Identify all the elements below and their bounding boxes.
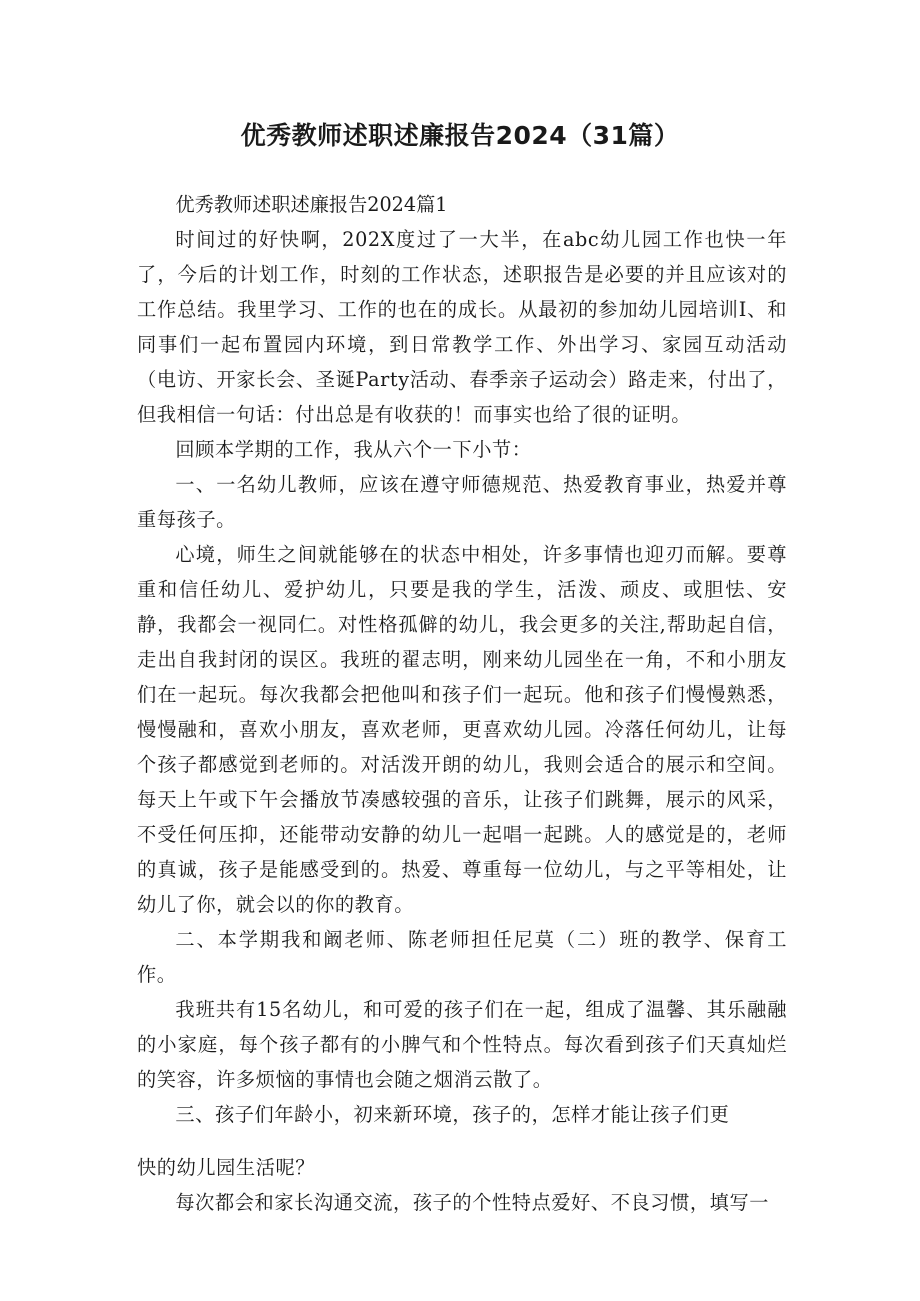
paragraph: 我班共有15名幼儿，和可爱的孩子们在一起，组成了温馨、其乐融融的小家庭，每个孩子都有的小脾气和个性特点。每次看到孩子们天真灿烂的笑容，许多烦恼的事情也会随之烟消云散了。 <box>137 998 787 1091</box>
document-body <box>137 187 787 1220</box>
paragraph: 一、一名幼儿教师，应该在遵守师德规范、热爱教育事业，热爱并尊重每孩子。 <box>137 473 787 531</box>
paragraph: 快的幼儿园生活呢？ <box>137 1156 316 1179</box>
paragraph: 回顾本学期的工作，我从六个一下小节： <box>175 438 532 461</box>
section-heading: 优秀教师述职述廉报告2024篇1 <box>175 193 448 216</box>
paragraph: 每次都会和家长沟通交流，孩子的个性特点爱好、不良习惯，填写一 <box>175 1191 770 1214</box>
paragraph: 三、孩子们年龄小，初来新环境，孩子的，怎样才能让孩子们更 <box>175 1103 730 1126</box>
paragraph: 二、本学期我和阚老师、陈老师担任尼莫（二）班的教学、保育工作。 <box>137 928 787 986</box>
paragraph: 心境，师生之间就能够在的状态中相处，许多事情也迎刃而解。要尊重和信任幼儿、爱护幼儿，只要是我的学生，活泼、顽皮、或胆怯、安静，我都会一视同仁。对性格孤僻的幼儿，我会更多的关注,帮助起自信，走出自我封闭的误区。我班的翟志明，刚来幼儿园坐在一角，不和小朋友们在一起玩。每次我都会把他叫和孩子们一起玩。他和孩子们慢慢熟悉，慢慢融和，喜欢小朋友，喜欢老师，更喜欢幼儿园。冷落任何幼儿，让每个孩子都感觉到老师的。对活泼开朗的幼儿，我则会适合的展示和空间。每天上午或下午会播放节凑感较强的音乐，让孩子们跳舞，展示的风采，不受任何压抑，还能带动安静的幼儿一起唱一起跳。人的感觉是的，老师的真诚，孩子是能感受到的。热爱、尊重每一位幼儿，与之平等相处，让幼儿了你，就会以的你的教育。 <box>137 543 787 916</box>
document-title: 优秀教师述职述廉报告2024（31篇） <box>240 121 680 150</box>
paragraph: 时间过的好快啊，202X度过了一大半，在abc幼儿园工作也快一年了，今后的计划工作，时刻的工作状态，述职报告是必要的并且应该对的工作总结。我里学习、工作的也在的成长。从最初的参加幼儿园培训I、和同事们一起布置园内环境，到日常教学工作、外出学习、家园互动活动（电访、开家长会、圣诞Party活动、春季亲子运动会）路走来，付出了，但我相信一句话：付出总是有收获的！而事实也给了很的证明。 <box>137 228 787 426</box>
